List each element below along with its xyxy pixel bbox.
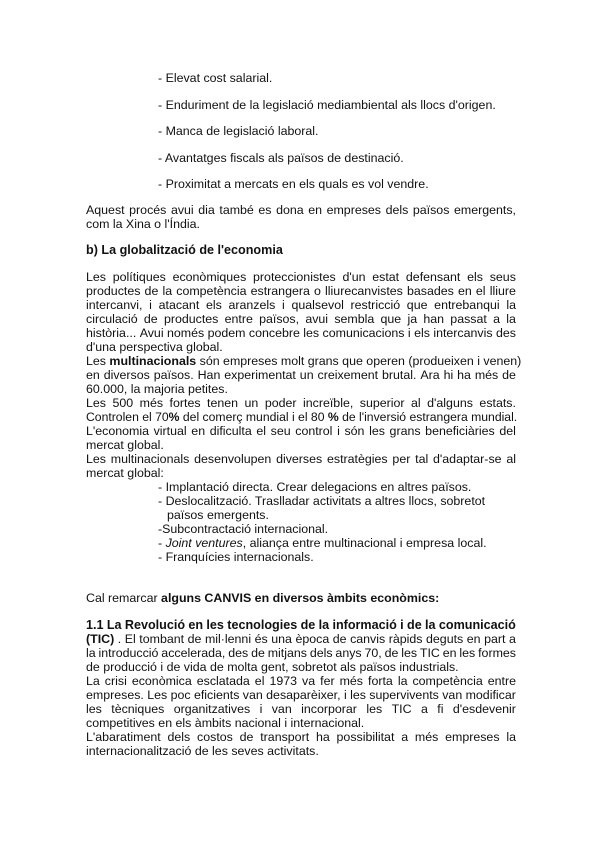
paragraph-line: Les multinacionals són empreses molt grans que operen (produeixen i venen)	[86, 354, 522, 368]
bullet-lack-labour-legislation: - Manca de legislació laboral.	[158, 124, 319, 138]
paragraph-line: circulació de productes entre països, avui sembla que ja han passat a la	[86, 312, 516, 326]
paragraph-line: en diversos països. Han experimentat un creixement brutal. Ara hi ha més de	[86, 368, 516, 382]
bullet-environmental-legislation: - Enduriment de la legislació mediambiental als llocs d'origen.	[158, 98, 496, 112]
paragraph-line: L'economia virtual en dificulta el seu control i són les grans beneficiàries del	[86, 424, 516, 438]
strategy-item: - Deslocalització. Traslladar activitats a altres llocs, sobretot	[158, 494, 486, 508]
paragraph-line: de producció i de vida de molta gent, sobretot als països industrials.	[86, 660, 459, 674]
strategy-item: -Subcontractació internacional.	[158, 522, 329, 536]
section-heading-tic: 1.1 La Revolució en les tecnologies de la informació i de la comunicació	[86, 618, 516, 632]
term-multinacionals: multinacionals	[109, 354, 197, 368]
paragraph-line: empreses. Les poc eficients van desaparèixer, i les supervivents van modificar	[86, 688, 516, 702]
strategy-item-continuation: països emergents.	[167, 508, 269, 522]
paragraph-line: 60.000, la majoria petites.	[86, 382, 228, 396]
paragraph-line: Controlen el 70% del comerç mundial i el 80 % de l'inversió estrangera mundial.	[86, 410, 518, 424]
paragraph-line: mercat global:	[86, 466, 164, 480]
paragraph-line: intercanvi, i atacant els aranzels i qualsevol restricció que entrebanqui la	[86, 298, 516, 312]
paragraph-line: Les 500 més fortes tenen un poder increïble, superior al d'alguns estats.	[86, 396, 516, 410]
remark-line: Cal remarcar alguns CANVIS en diversos àmbits econòmics:	[86, 591, 440, 605]
paragraph-line: (TIC) . El tombant de mil·lenni és una època de canvis ràpids deguts en part a	[86, 632, 516, 646]
paragraph-line: productes de la competència estrangera o lliurecanvistes basades en el lliure	[86, 284, 516, 298]
strategy-item: - Joint ventures, aliança entre multinacional i empresa local.	[158, 536, 487, 550]
paragraph-line: La crisi econòmica esclatada el 1973 va fer més forta la competència entre	[86, 674, 516, 688]
paragraph-line: Les multinacionals desenvolupen diverses estratègies per tal d'adaptar-se al	[86, 452, 516, 466]
paragraph-line: L'abaratiment dels costos de transport ha possibilitat a més empreses la	[86, 730, 516, 744]
paragraph-line: mercat global.	[86, 438, 164, 452]
paragraph-line: Les polítiques econòmiques proteccionistes d'un estat defensant els seus	[86, 270, 516, 284]
bullet-tax-advantages: - Avantatges fiscals als països de destinació.	[158, 151, 404, 165]
bullet-market-proximity: - Proximitat a mercats en els quals es vol vendre.	[158, 177, 429, 191]
intro-line: com la Xina o l'Índia.	[86, 217, 200, 231]
bullet-high-wage-cost: - Elevat cost salarial.	[158, 71, 273, 85]
strategy-item: - Implantació directa. Crear delegacions en altres països.	[158, 480, 472, 494]
paragraph-line: les tècniques organitzatives i van incorporar les TIC a fi d'esdevenir	[86, 702, 516, 716]
paragraph-line: la introducció accelerada, des de mitjans dels anys 70, de les TIC en les formes	[86, 646, 516, 660]
paragraph-line: d'una perspectiva global.	[86, 340, 223, 354]
paragraph-line: història... Avui només podem concebre les comunicacions i els intercanvis des	[86, 326, 516, 340]
section-heading-globalization: b) La globalització de l'economia	[86, 243, 283, 257]
paragraph-line: internacionalització de les seves activitats.	[86, 744, 319, 758]
strategy-item: - Franquícies internacionals.	[158, 550, 314, 564]
paragraph-line: competitives en els àmbits nacional i internacional.	[86, 716, 365, 730]
intro-line: Aquest procés avui dia també es dona en empreses dels països emergents,	[86, 203, 516, 217]
